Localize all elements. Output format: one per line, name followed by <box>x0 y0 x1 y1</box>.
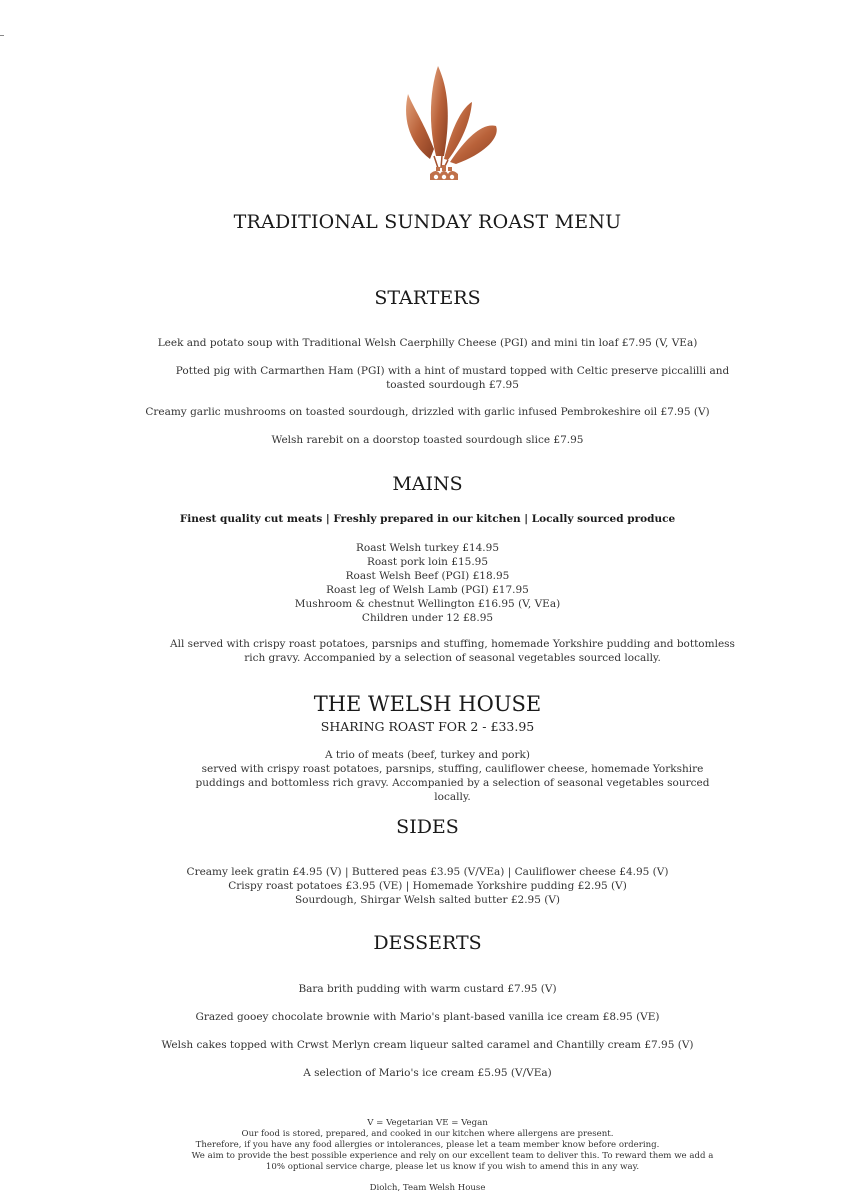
starter-item: Potted pig with Carmarthen Ham (PGI) with a hint of mustard topped with Celtic preserve piccalilli and toasted sourdough £7.95 <box>175 365 730 391</box>
dessert-item: Bara brith pudding with warm custard £7.95 (V) <box>298 983 557 995</box>
main-item: Roast Welsh turkey £14.95 <box>355 542 500 554</box>
starter-item: Leek and potato soup with Traditional Welsh Caerphilly Cheese (PGI) and mini tin loaf £7.95 (V, VEa) <box>157 337 698 349</box>
sides-heading: SIDES <box>396 816 459 838</box>
starter-item: Creamy garlic mushrooms on toasted sourdough, drizzled with garlic infused Pembrokeshire oil £7.95 (V) <box>145 406 710 418</box>
main-item: Mushroom & chestnut Wellington £16.95 (V, VEa) <box>294 598 561 610</box>
mains-heading: MAINS <box>392 473 463 495</box>
dessert-item: Grazed gooey chocolate brownie with Mario's plant-based vanilla ice cream £8.95 (VE) <box>195 1011 660 1023</box>
menu-title: TRADITIONAL SUNDAY ROAST MENU <box>233 211 622 233</box>
sides-line: Sourdough, Shirgar Welsh salted butter £2.95 (V) <box>294 894 561 906</box>
starter-item: Welsh rarebit on a doorstop toasted sourdough slice £7.95 <box>271 434 584 446</box>
leek-crest-icon <box>400 64 504 190</box>
desserts-heading: DESSERTS <box>373 932 482 954</box>
sharing-line: A trio of meats (beef, turkey and pork) <box>325 749 530 761</box>
sharing-line: served with crispy roast potatoes, parsnips, stuffing, cauliflower cheese, homemade Yorkshire puddings and bottomless rich gravy. Accompanied by a selection of seasonal vegetables sourced locally. <box>195 763 710 803</box>
dessert-item: A selection of Mario's ice cream £5.95 (V/VEa) <box>303 1067 552 1079</box>
sharing-subheading: SHARING ROAST FOR 2 - £33.95 <box>320 719 535 734</box>
sides-line: Creamy leek gratin £4.95 (V) | Buttered peas £3.95 (V/VEa) | Cauliflower cheese £4.95 (V) <box>186 866 669 878</box>
service-charge-note: We aim to provide the best possible experience and rely on our excellent team to deliver this. To reward them we add a 10% optional service charge, please let us know if you wish to amend this in any way. <box>191 1151 714 1173</box>
main-item: Roast leg of Welsh Lamb (PGI) £17.95 <box>326 584 529 596</box>
starters-heading: STARTERS <box>374 287 481 309</box>
allergen-note: Therefore, if you have any food allergies or intolerances, please let a team member know before ordering. <box>195 1140 660 1150</box>
allergen-note: Our food is stored, prepared, and cooked in our kitchen where allergens are present. <box>241 1129 614 1139</box>
sharing-heading: THE WELSH HOUSE <box>313 692 542 716</box>
dessert-item: Welsh cakes topped with Crwst Merlyn cream liqueur salted caramel and Chantilly cream £7.95 (V) <box>161 1039 694 1051</box>
mains-tagline: Finest quality cut meats | Freshly prepared in our kitchen | Locally sourced produce <box>179 513 676 525</box>
corner-mark <box>0 35 4 36</box>
signoff: Diolch, Team Welsh House <box>369 1183 486 1193</box>
dietary-key: V = Vegetarian VE = Vegan <box>367 1118 488 1128</box>
sides-line: Crispy roast potatoes £3.95 (VE) | Homemade Yorkshire pudding £2.95 (V) <box>228 880 627 892</box>
mains-note: All served with crispy roast potatoes, parsnips and stuffing, homemade Yorkshire pudding and bottomless rich gravy. Accompanied by a selection of seasonal vegetables sourced locally. <box>170 638 735 664</box>
main-item: Roast pork loin £15.95 <box>366 556 489 568</box>
main-item: Roast Welsh Beef (PGI) £18.95 <box>345 570 510 582</box>
main-item: Children under 12 £8.95 <box>361 612 494 624</box>
